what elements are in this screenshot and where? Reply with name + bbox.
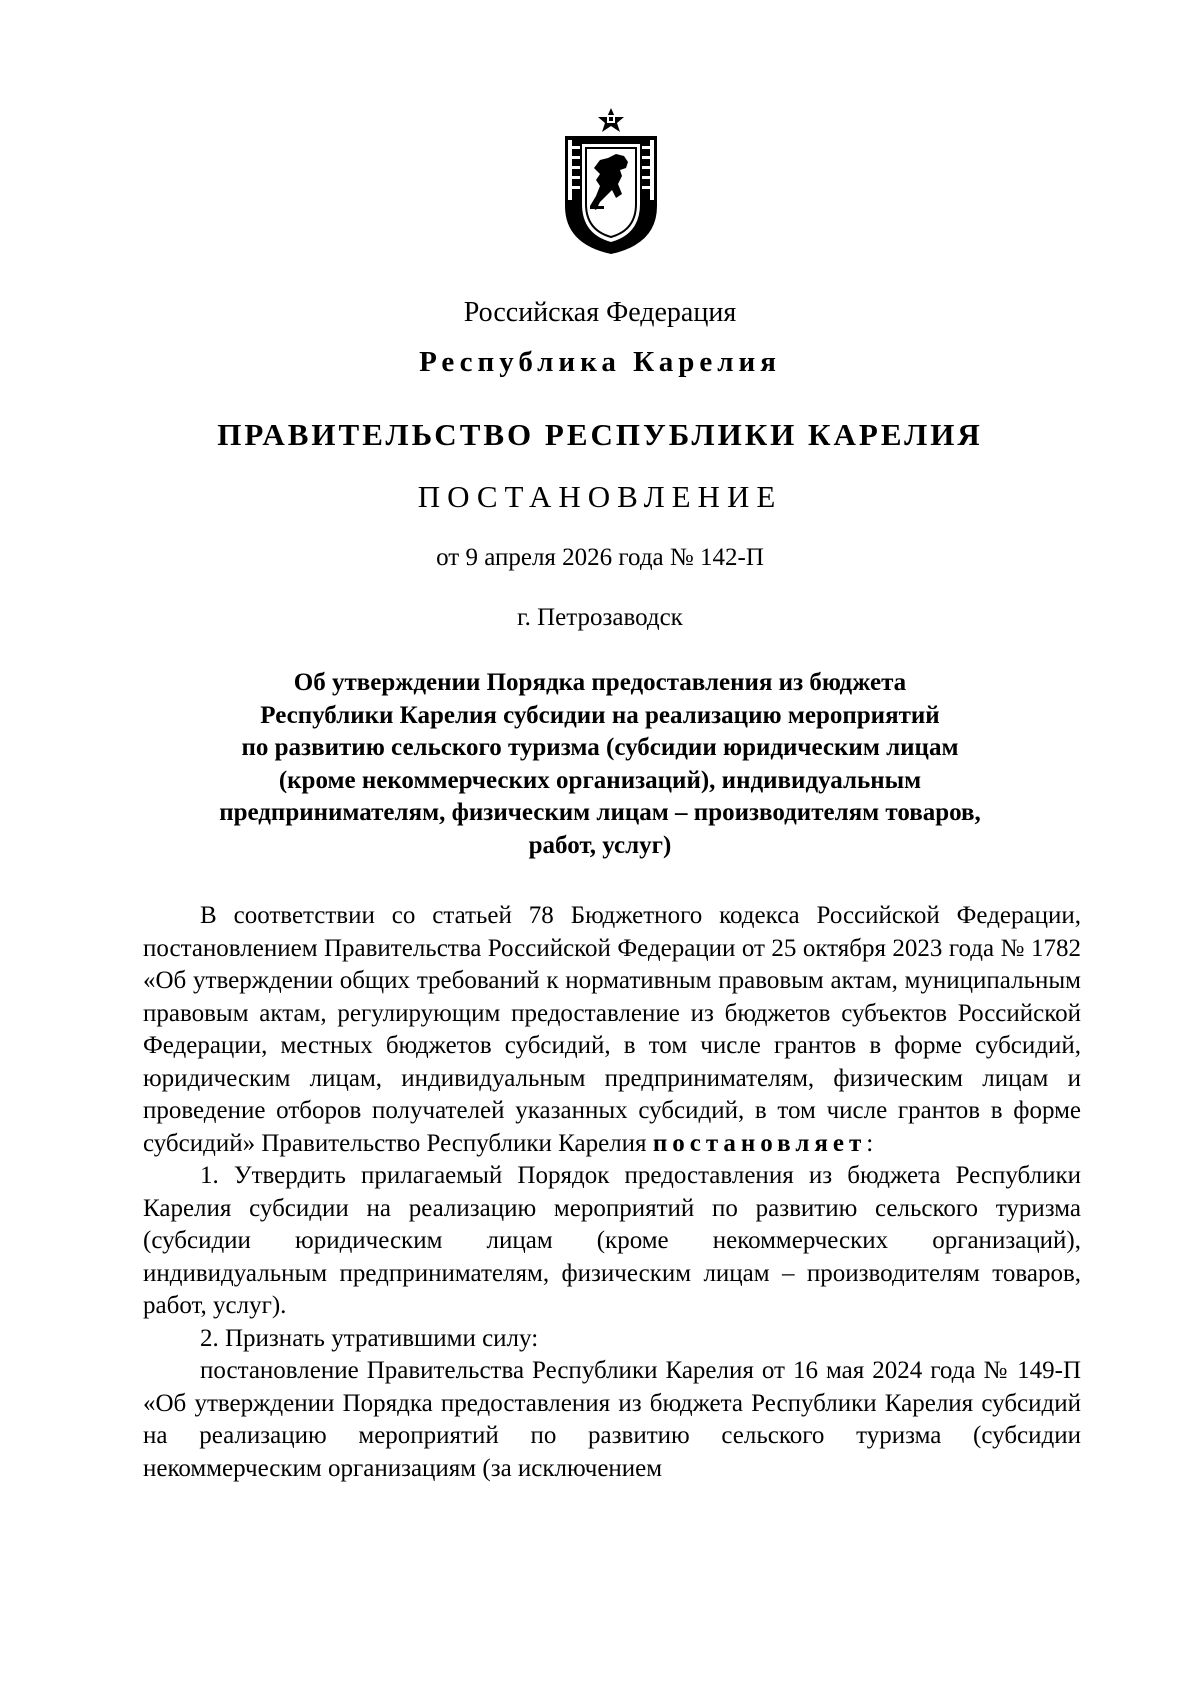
republic-name: Республика Карелия [419, 346, 781, 378]
title-line: по развитию сельского туризма (субсидии юридическим лицам [241, 734, 959, 761]
title-line: Об утверждении Порядка предоставления из бюджета [293, 669, 907, 696]
decree-colon: : [866, 1129, 874, 1157]
government-name: ПРАВИТЕЛЬСТВО РЕСПУБЛИКИ КАРЕЛИЯ [217, 417, 983, 452]
document-type: ПОСТАНОВЛЕНИЕ [417, 479, 783, 514]
preamble-text: В соответствии со статьей 78 Бюджетного кодекса Российской Федерации, постановлением Правительства Российской Федерации от 25 октября 2023 года № 1782 «Об утверждении общих требований к нормативным правовым актам, муниципальным правовым актам, регулирующим предоставление из бюджетов субъектов Российской Федерации, местных бюджетов субсидий, в том числе грантов в форме субсидий, юридическим лицам, индивидуальным предпринимателям, физическим лицам и проведение отборов получателей указанных субсидий, в том числе грантов в форме субсидий» Правительство Республики Карелия [143, 902, 1081, 1157]
preamble-paragraph [143, 900, 1081, 1160]
document-body [143, 900, 1081, 1485]
item-2-text-paragraph: постановление Правительства Республики Карелия от 16 мая 2024 года № 149-П «Об утверждении Порядка предоставления из бюджета Республики Карелия субсидий на реализацию мероприятий по развитию сельского туризма (субсидии некоммерческим организациям (за исключением [143, 1357, 1081, 1482]
document-city: г. Петрозаводск [517, 604, 683, 631]
coat-of-arms-icon [560, 106, 662, 256]
title-line: предпринимателям, физическим лицам – производителям товаров, [219, 799, 981, 826]
title-line: (кроме некоммерческих организаций), индивидуальным [278, 766, 922, 794]
document-title [0, 667, 1200, 862]
decree-word: постановляет [652, 1129, 867, 1157]
item-2-paragraph: 2. Признать утратившими силу: [200, 1324, 539, 1352]
country-name: Российская Федерация [463, 297, 737, 328]
item-1-paragraph: 1. Утвердить прилагаемый Порядок предоставления из бюджета Республики Карелия субсидии на реализацию мероприятий по развитию сельского туризма (субсидии юридическим лицам (кроме некоммерческих организаций), индивидуальным предпринимателям, физическим лицам – производителям товаров, работ, услуг). [143, 1162, 1081, 1319]
title-line: Республики Карелия субсидии на реализацию мероприятий [260, 701, 940, 729]
document-date-number: от 9 апреля 2026 года № 142-П [436, 544, 764, 571]
title-line: работ, услуг) [528, 831, 672, 859]
